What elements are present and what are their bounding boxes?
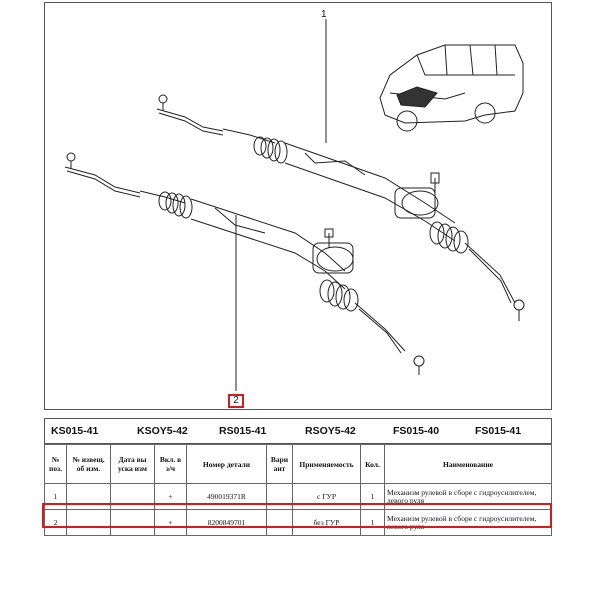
- cell-variant: [267, 510, 293, 536]
- callout-2: 2: [228, 394, 244, 408]
- col-header-variant: Вари ант: [267, 445, 293, 484]
- parts-table: [44, 444, 552, 536]
- model-code: FS015-41: [475, 425, 522, 437]
- model-code: KSOY5-42: [137, 425, 188, 437]
- cell-incl: +: [155, 510, 187, 536]
- cell-qty: 1: [361, 510, 385, 536]
- cell-notice: [67, 510, 111, 536]
- col-header-date: Дата вы уска изм: [111, 445, 155, 484]
- diagram-frame: [44, 2, 552, 410]
- model-code: RS015-41: [219, 425, 267, 437]
- boot-left-2: [159, 192, 192, 218]
- cell-pos: 2: [45, 510, 67, 536]
- cell-name: Механизм рулевой в сборе с гидроусилителем, левого руля: [385, 510, 552, 536]
- col-header-part: Номер детали: [187, 445, 267, 484]
- cell-variant: [267, 484, 293, 510]
- cell-date: [111, 484, 155, 510]
- cell-notice: [67, 484, 111, 510]
- cell-part-number: 490019371R: [187, 484, 267, 510]
- rack-assembly-2: [65, 153, 424, 375]
- table-header-row: [45, 445, 552, 484]
- callout-1: 1: [321, 9, 327, 20]
- model-code: FS015-40: [393, 425, 440, 437]
- cell-usage: без ГУР: [293, 510, 361, 536]
- cell-date: [111, 510, 155, 536]
- model-code: KS015-41: [51, 425, 99, 437]
- cell-pos: 1: [45, 484, 67, 510]
- col-header-pos: № поз.: [45, 445, 67, 484]
- cell-incl: +: [155, 484, 187, 510]
- col-header-notice: № извещ. об изм.: [67, 445, 111, 484]
- col-header-incl: Вкл. в з/ч: [155, 445, 187, 484]
- table-row[interactable]: [45, 510, 552, 536]
- cell-qty: 1: [361, 484, 385, 510]
- car-thumbnail-icon: [380, 45, 523, 131]
- steering-rack-illustration: [45, 3, 553, 411]
- cell-usage: с ГУР: [293, 484, 361, 510]
- cell-part-number: 8200849701: [187, 510, 267, 536]
- col-header-name: Наименование: [385, 445, 552, 484]
- model-code: RSOY5-42: [305, 425, 356, 437]
- col-header-qty: Кол.: [361, 445, 385, 484]
- cell-name: Механизм рулевой в сборе с гидроусилителем, левого руля: [385, 484, 552, 510]
- boot-left-1: [254, 137, 287, 163]
- col-header-usage: Применяемость: [293, 445, 361, 484]
- boot-right-2: [320, 280, 358, 311]
- model-codes-bar: [44, 418, 552, 444]
- table-row[interactable]: [45, 484, 552, 510]
